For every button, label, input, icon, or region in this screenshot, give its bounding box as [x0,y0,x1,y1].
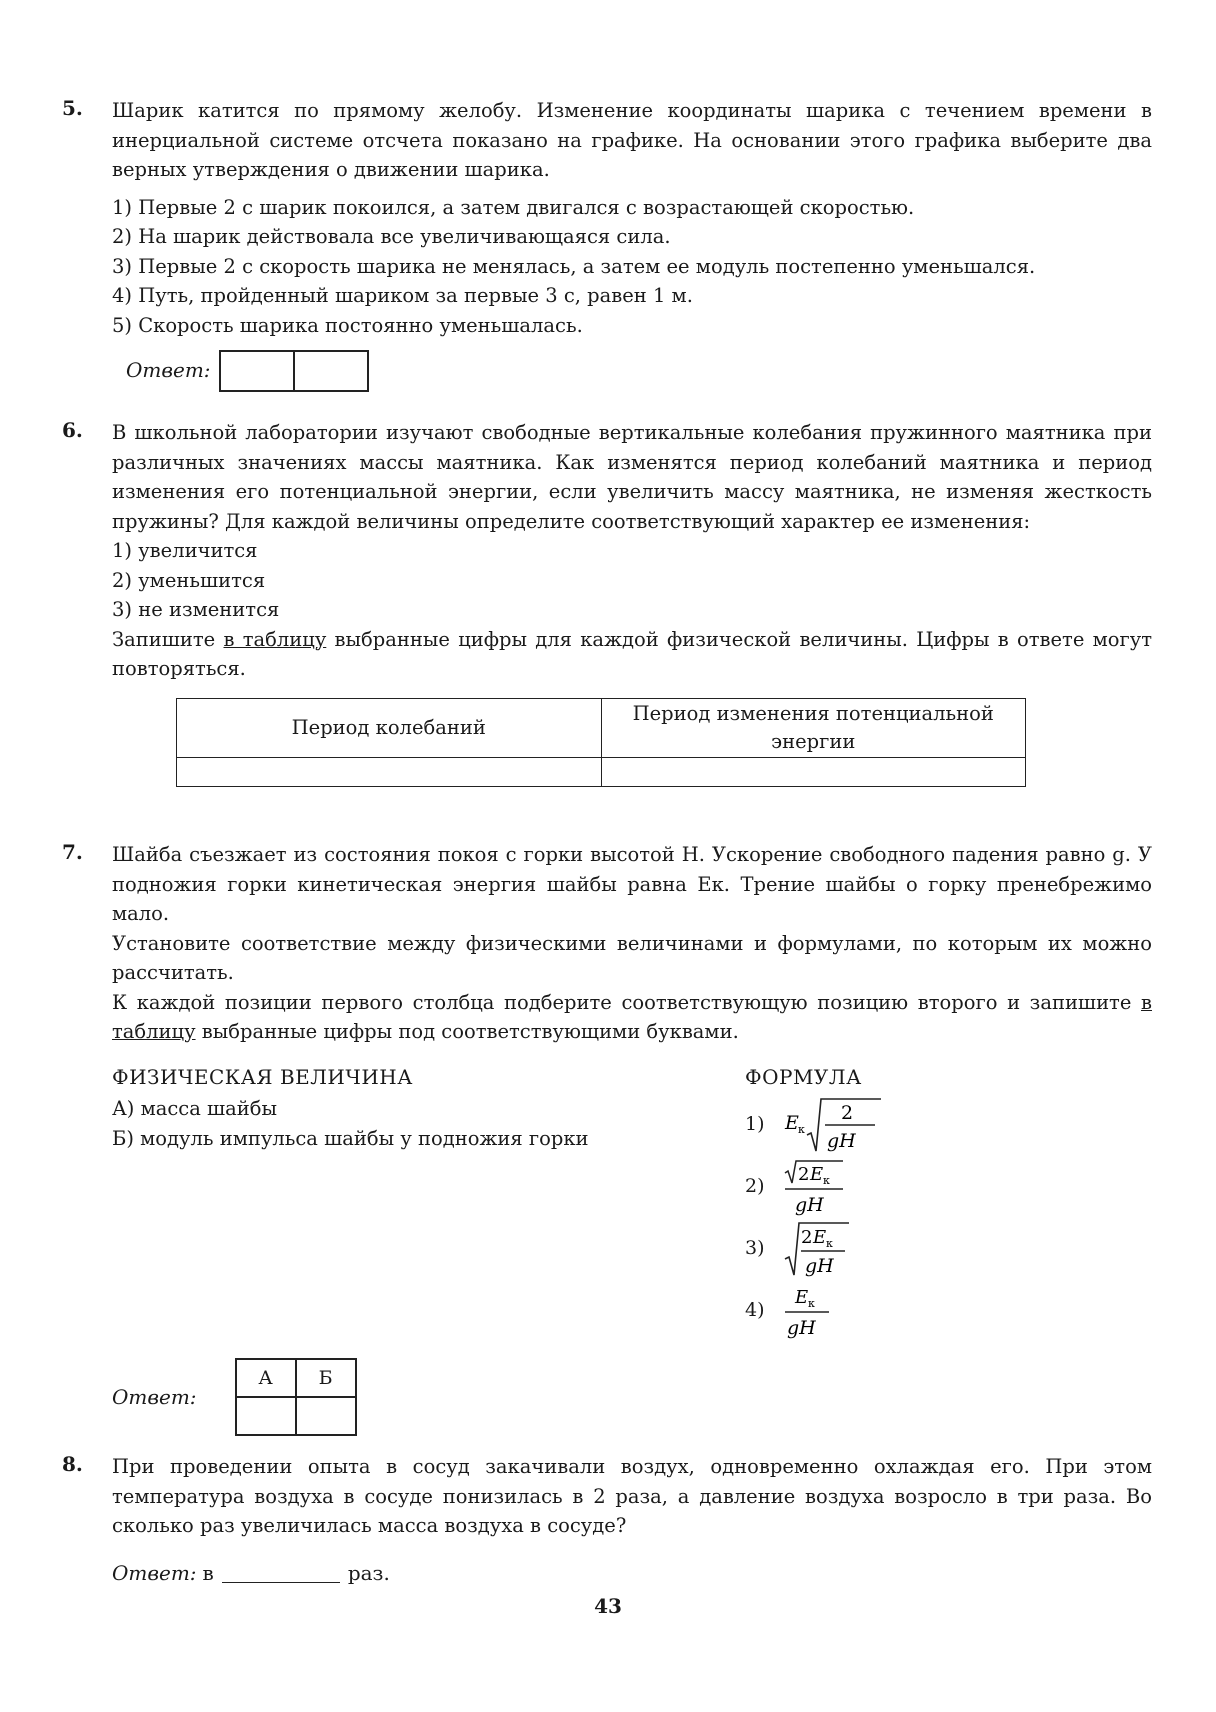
option-2: 2) уменьшится [112,568,266,592]
answer-box-1[interactable] [221,352,293,390]
svg-text:E: E [785,1112,799,1134]
formula-number: 1) [745,1113,765,1136]
quantity-column [112,1063,712,1155]
answer-label: Ответ: [112,1560,197,1585]
answer-prefix: в [202,1560,214,1585]
svg-text:к: к [798,1123,805,1136]
answer-box-2[interactable] [293,352,367,390]
question-7 [62,840,1152,1363]
svg-text:2: 2 [798,1164,810,1185]
formula-column [745,1063,1045,1343]
question-text: В школьной лаборатории изучают свободные вертикальные колебания пружинного маятника при различных значениях массы маятника. Как изменятся период колебаний маятника и период изменения его потенциальной энергии, если увеличить массу маятника, не изменяя жесткость пружины? Для каждой величины определите соответствующий характер ее изменения: [112,421,1152,533]
formula-number: 3) [745,1237,765,1260]
question-number: 7. [62,840,83,864]
question-number: 5. [62,96,83,120]
answer-suffix: раз. [347,1560,390,1585]
page-number: 43 [594,1594,622,1618]
formula-number: 2) [745,1175,765,1198]
svg-text:E: E [795,1287,809,1308]
answer-label: Ответ: [126,358,211,383]
quantity-b: Б) модуль импульса шайбы у подножия горки [112,1127,589,1150]
svg-text:gH: gH [805,1255,834,1277]
formula-3-image [783,1219,883,1279]
svg-text:к: к [808,1297,815,1310]
svg-text:E: E [813,1227,827,1248]
formula-2 [745,1156,1045,1218]
option-3: 3) Первые 2 с скорость шарика не менялась, а затем ее модуль постепенно уменьшался. [112,254,1036,278]
answer-cell-b[interactable] [296,1397,356,1435]
quantity-column-heading: ФИЗИЧЕСКАЯ ВЕЛИЧИНА [112,1064,413,1089]
formula-3 [745,1218,1045,1280]
answer-row [126,350,1152,392]
svg-text:к: к [823,1174,830,1187]
svg-text:2: 2 [801,1227,813,1248]
answer-table [235,1358,357,1436]
answer-col-b: Б [296,1359,356,1397]
formula-column-heading: ФОРМУЛА [745,1064,862,1089]
svg-text:к: к [826,1237,833,1250]
svg-text:2: 2 [841,1102,854,1124]
options-list [112,193,1152,341]
svg-text:gH: gH [795,1194,824,1216]
formula-4 [745,1280,1045,1342]
instruction-text: Запишите в таблицу выбранные цифры для каждой физической величины. Цифры в ответе могут повторяться. [112,627,1153,680]
table-header-period: Период колебаний [177,698,602,757]
question-text: Шайба съезжает из состояния покоя с горки высотой H. Ускорение свободного падения равно g. У подножия горки кинетическая энергия шайбы равна Eк. Трение шайбы о горку пренебрежимо мало. [112,843,1152,925]
answer-boxes [219,350,369,392]
question-8 [62,1452,1152,1588]
option-1: 1) Первые 2 с шарик покоился, а затем двигался с возрастающей скоростью. [112,195,915,219]
instruction-text: К каждой позиции первого столбца подберите соответствующую позицию второго и запишите в таблицу выбранные цифры под соответствующими буквами. [112,990,1152,1043]
answer-blank[interactable] [222,1564,340,1583]
answer-col-a: А [236,1359,296,1397]
table-header-potential-period: Период изменения потенциальной энергии [601,698,1026,757]
option-3: 3) не изменится [112,598,280,621]
question-number: 6. [62,418,83,442]
formula-2-image [783,1157,883,1217]
svg-text:gH: gH [787,1317,816,1339]
question-text: При проведении опыта в сосуд закачивали воздух, одновременно охлаждая его. При этом температура воздуха в сосуде понизилась в 2 раза, а давление воздуха возросло в три раза. Во сколько раз увеличилась масса воздуха в сосуде? [112,1455,1152,1537]
answer-row [112,1559,1152,1589]
option-4: 4) Путь, пройденный шариком за первые 3 с, равен 1 м. [112,284,693,307]
option-2: 2) На шарик действовала все увеличивающаяся сила. [112,225,671,248]
formula-number: 4) [745,1299,765,1322]
svg-text:E: E [810,1164,824,1185]
answer-cell-a[interactable] [236,1397,296,1435]
question-text: Шарик катится по прямому желобу. Изменение координаты шарика с течением времени в инерциальной системе отсчета показано на графике. На основании этого графика выберите два верных утверждения о движении шарика. [112,99,1152,181]
option-1: 1) увеличится [112,539,258,562]
question-7-answer [112,1358,357,1436]
matching-columns [112,1063,1152,1363]
svg-text:gH: gH [827,1130,856,1152]
options-list [112,536,1152,625]
formula-4-image [783,1281,883,1341]
question-text-2: Установите соответствие между физическими величинами и формулами, по которым их можно рассчитать. [112,931,1152,984]
answer-cell-1[interactable] [177,757,602,786]
formula-1 [745,1094,1045,1156]
formula-1-image [783,1095,883,1155]
question-6 [62,418,1152,787]
question-number: 8. [62,1452,83,1476]
quantity-a: А) масса шайбы [112,1097,278,1120]
answer-table [176,698,1026,787]
question-5 [62,96,1152,392]
answer-cell-2[interactable] [601,757,1026,786]
answer-label: Ответ: [112,1385,197,1409]
option-5: 5) Скорость шарика постоянно уменьшалась. [112,313,583,337]
